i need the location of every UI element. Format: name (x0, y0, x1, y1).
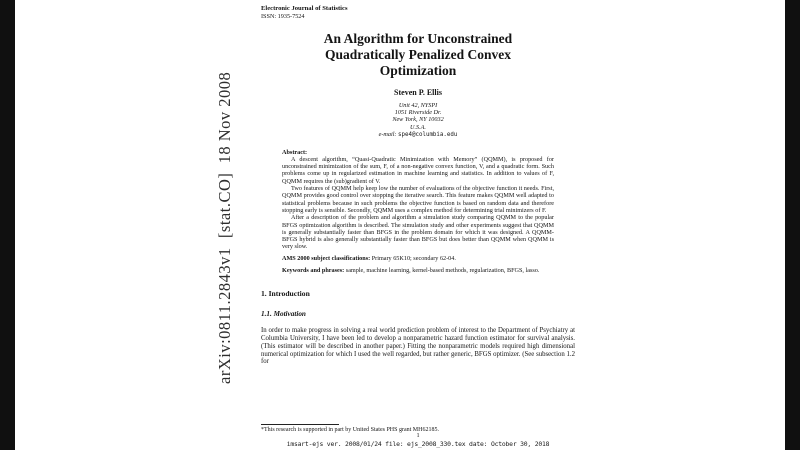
typeset-footer: imsart-ejs ver. 2008/01/24 file: ejs_2008_330.tex date: October 30, 2018 (286, 440, 550, 448)
address-line: New York, NY 10032 (392, 116, 444, 124)
author-name: Steven P. Ellis (394, 87, 442, 97)
journal-issn: ISSN: 1935-7524 (261, 12, 305, 20)
email-link[interactable]: spe4@columbia.edu (398, 132, 458, 139)
abstract-paragraph: After a description of the problem and algorithm a simulation study comparing QQMM to the popular BFGS optimization algorithm is described. The simulation study and other experiments suggest that QQMM is generally substantially faster than BFGS in the problem domain for which it was designed. A QQMM-BFGS hybrid is also generally substantially faster than BFGS but does better than QQMM when QQMM is very slow. (282, 214, 554, 251)
address-line: U.S.A. (410, 123, 426, 131)
abstract-paragraph: A descent algorithm, “Quasi-Quadratic Minimization with Memory” (QQMM), is proposed for unconstrained minimization of the sum, F, of a non-negative convex function, V, and a quadratic form. Such problems come up in regularized estimation in machine learning and statistics. In addition to values of F, QQMM requires the (sub)gradient of V. (282, 155, 554, 185)
subsection-heading-motivation: 1.1. Motivation (261, 310, 306, 319)
keywords-label: Keywords and phrases: (282, 266, 345, 274)
abstract-paragraph: Two features of QQMM help keep low the number of evaluations of the objective function it needs. First, QQMM provides good control over stopping the iterative search. This feature makes QQMM well adapted to statistical problems because in such problems the objective function is based on random data and therefore stopping early is sensible. Secondly, QQMM uses a complex method for determining trial minimizers of F. (282, 185, 554, 214)
author-address (261, 102, 575, 140)
address-line: 1051 Riverside Dr. (394, 108, 442, 116)
footnote-text: *This research is supported in part by United States PHS grant MH62185. (261, 426, 439, 433)
paper-title-line: Optimization (379, 62, 457, 78)
abstract-block (282, 149, 554, 275)
ams-classifications (282, 255, 554, 262)
ams-label: AMS 2000 subject classifications: (282, 255, 371, 263)
journal-name: Electronic Journal of Statistics (261, 5, 348, 12)
email-label: e-mail: (378, 131, 399, 139)
section-heading-introduction: 1. Introduction (261, 289, 310, 299)
keywords (282, 267, 554, 274)
abstract-label: Abstract: (282, 148, 308, 156)
paper-page (15, 0, 785, 450)
content-column (261, 0, 575, 450)
page-number: 1 (416, 432, 420, 439)
paper-title-line: An Algorithm for Unconstrained (323, 30, 513, 46)
keywords-text: sample, machine learning, kernel-based methods, regularization, BFGS, lasso. (344, 266, 540, 274)
motivation-paragraph: In order to make progress in solving a real world prediction problem of interest to the Department of Psychiatry at Columbia University, I have been led to develop a nonparametric hazard function estimator for survival analysis. (This estimator will be described in another paper.) Fitting the nonparametric models required high dimensional numerical optimization for which I used the well regarded, but rather generic, BFGS optimizer. (See subsection 1.2 for (261, 327, 575, 366)
address-line: Unit 42, NYSPI (398, 101, 438, 109)
arxiv-stamp: arXiv:0811.2843v1 [stat.CO] 18 Nov 2008 (215, 71, 234, 384)
paper-title-line: Quadratically Penalized Convex (325, 46, 511, 62)
email-line (261, 131, 575, 139)
footnote-rule (261, 424, 339, 425)
journal-header (261, 5, 575, 20)
paper-title (261, 31, 575, 79)
ams-text: Primary 65K10; secondary 62-04. (370, 255, 456, 263)
